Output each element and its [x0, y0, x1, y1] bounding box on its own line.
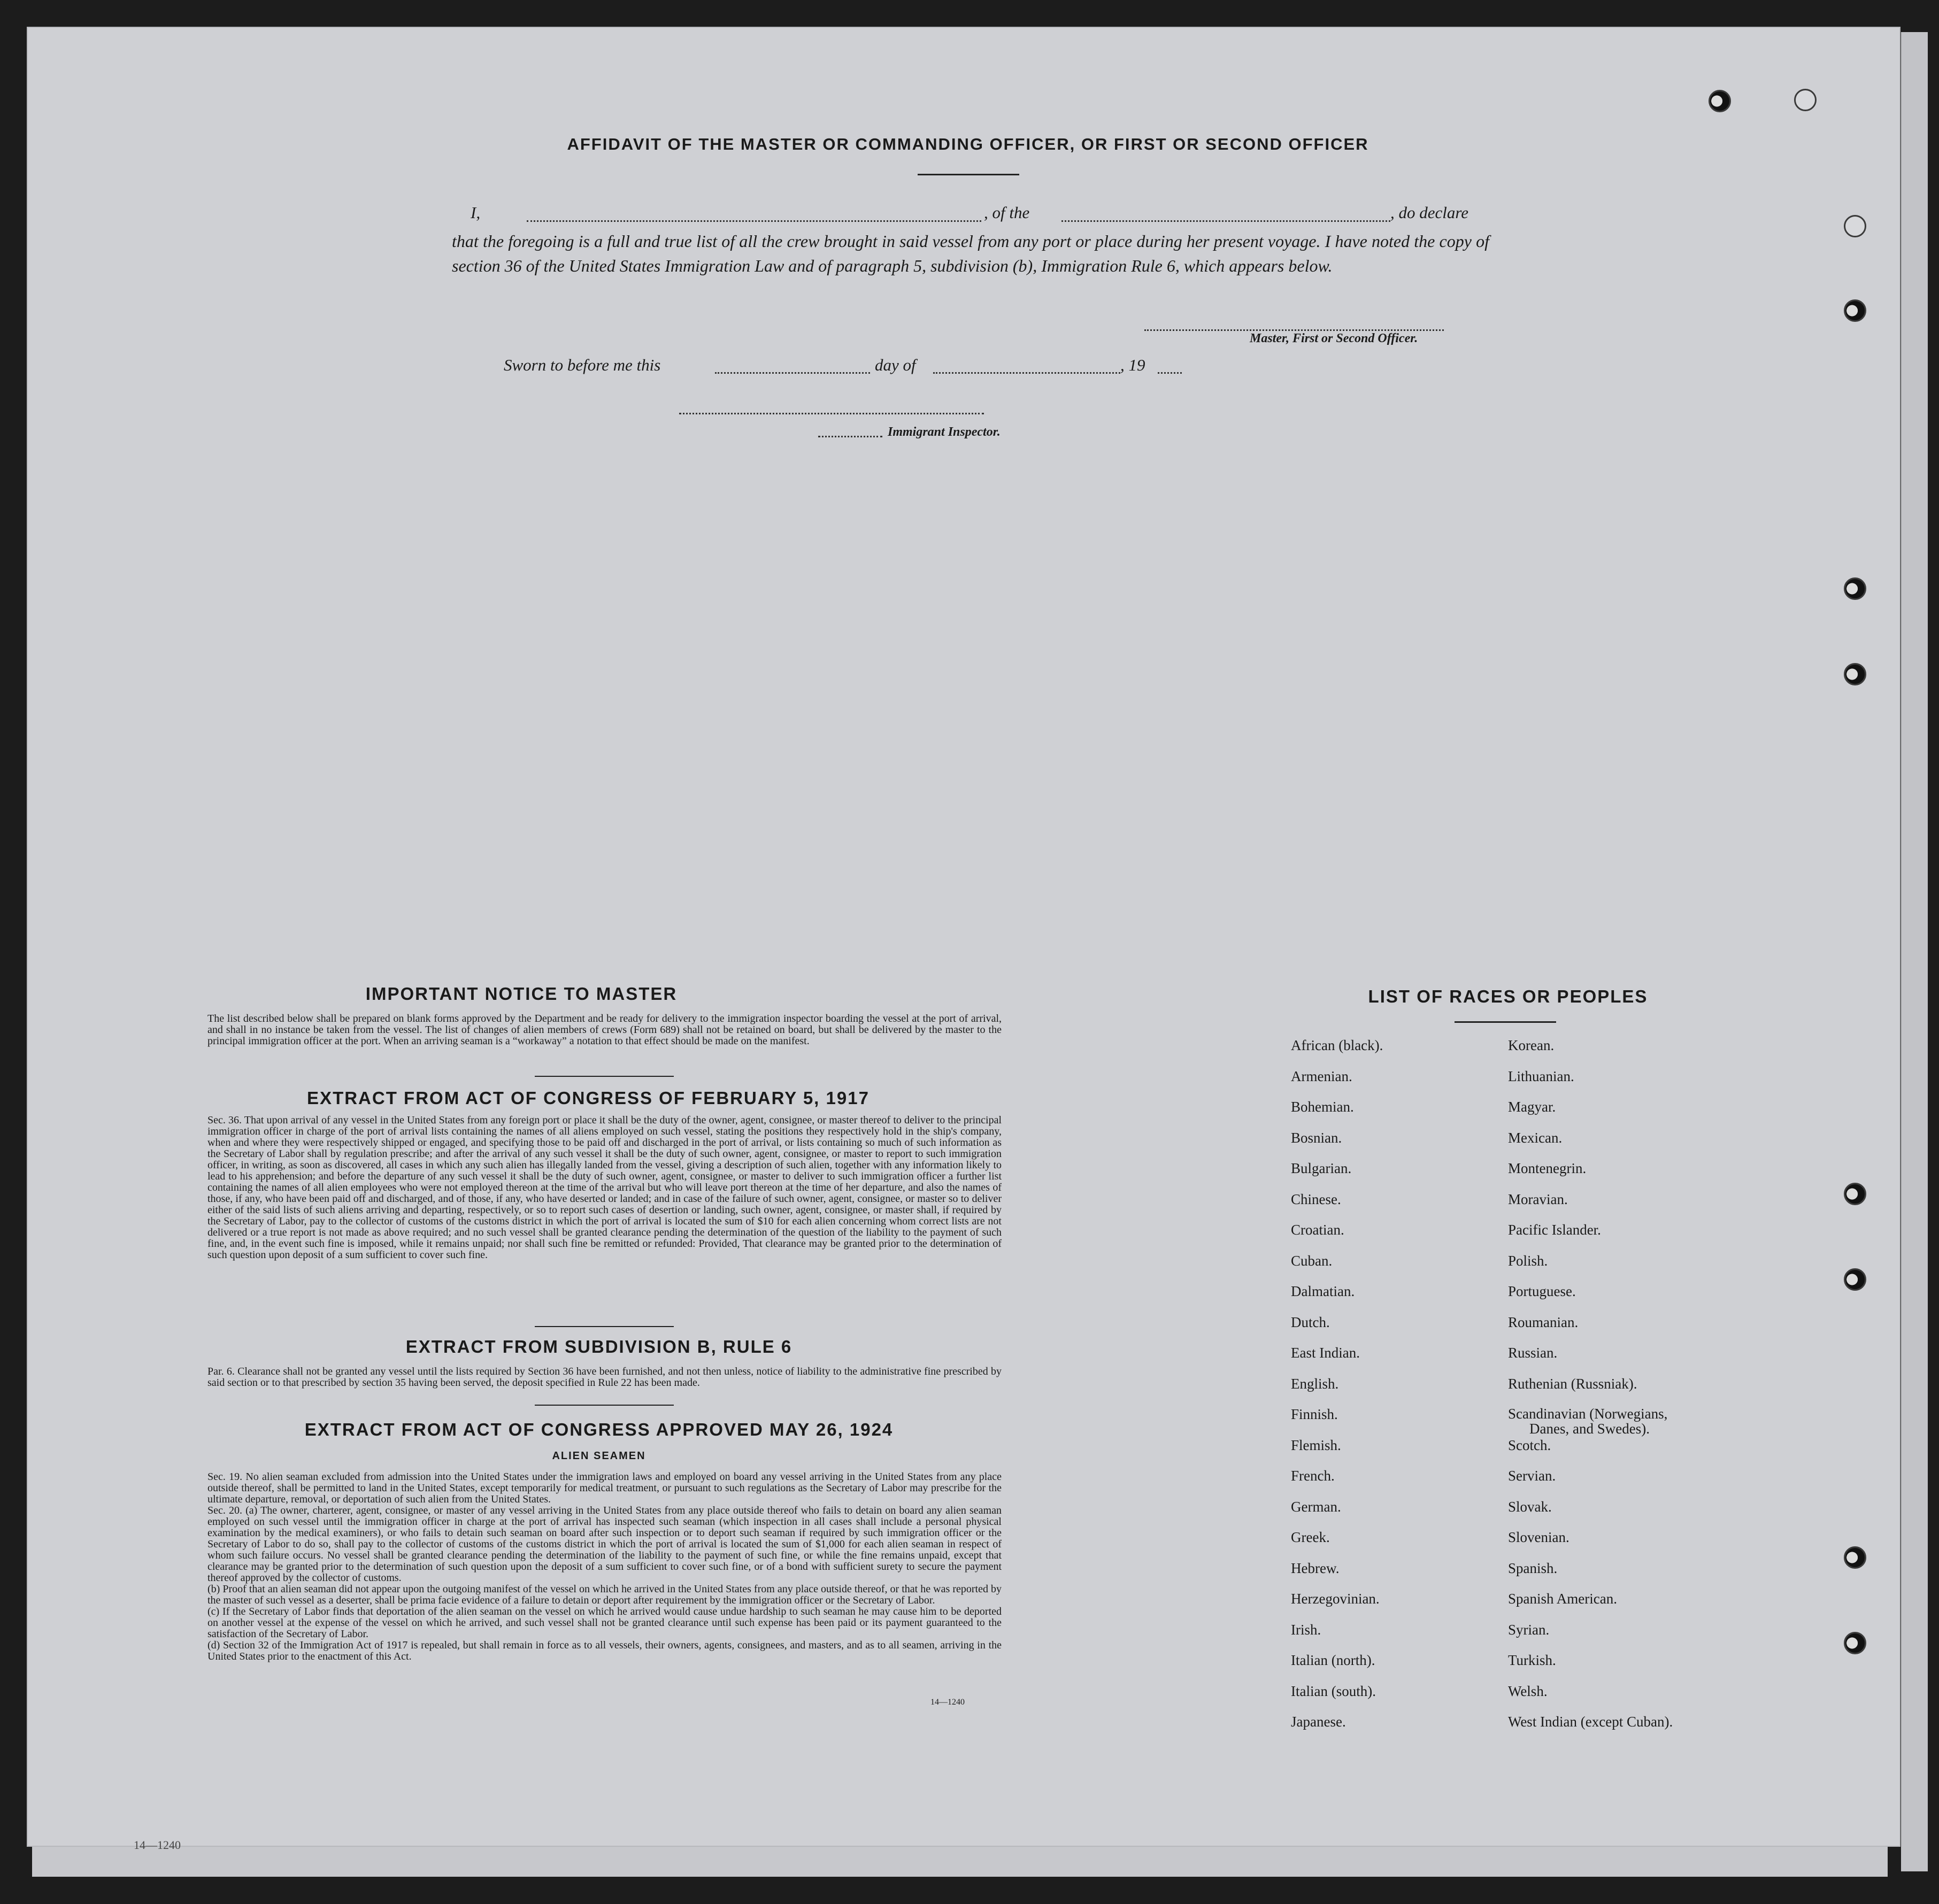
- extract-rule6-body: Par. 6. Clearance shall not be granted any vessel until the lists required by Section 36 have been furnished, and not then unless, notice of liability to the administrative fine prescribed by said section or to that prescribed by section 35 having been served, the deposit specified in Rule 22 has been made.: [207, 1366, 1002, 1389]
- affidavit-body: that the foregoing is a full and true list of all the crew brought in said vessel from any port or place during her present voyage. I have noted the copy of section 36 of the United States Immigration Law and of paragraph 5, subdivision (b), Immigration Rule 6, which appears below.: [452, 232, 1489, 275]
- race-item: Finnish.: [1291, 1406, 1338, 1422]
- affidavit-i: I,: [471, 203, 481, 222]
- notice-title: IMPORTANT NOTICE TO MASTER: [365, 984, 678, 1004]
- year-prefix-text: , 19: [1120, 356, 1145, 374]
- race-item: Dutch.: [1291, 1314, 1330, 1330]
- race-item: Chinese.: [1291, 1191, 1341, 1207]
- race-item: Slovenian.: [1508, 1529, 1569, 1545]
- race-item: Armenian.: [1291, 1068, 1352, 1084]
- notice-divider: [535, 1076, 674, 1077]
- race-item: Greek.: [1291, 1529, 1330, 1545]
- race-item: Polish.: [1508, 1252, 1548, 1269]
- race-item: Russian.: [1508, 1345, 1558, 1361]
- inspector-signature-line[interactable]: [679, 413, 984, 414]
- binder-hole-icon: [1844, 299, 1866, 322]
- title-underline: [918, 174, 1019, 175]
- race-item-line2: Danes, and Swedes).: [1529, 1421, 1650, 1437]
- race-item: Portuguese.: [1508, 1283, 1576, 1299]
- race-item: Mexican.: [1508, 1129, 1563, 1146]
- affidavit-of-the: , of the: [984, 203, 1030, 222]
- sec-20c: (c) If the Secretary of Labor finds that deportation of the alien seaman on the vessel on which he arrived would cause undue hardship to such seaman he may cause him to be deported on another vessel at the expense of the vessel on which he arrived, and such vessel shall not be granted clearance until such expense has been paid or its payment guaranteed to the satisfaction of the Secretary of Labor.: [207, 1606, 1002, 1640]
- master-signature-caption: Master, First or Second Officer.: [1250, 332, 1418, 345]
- right-edge-strip: [1901, 32, 1928, 1871]
- race-item: Pacific Islander.: [1508, 1222, 1601, 1238]
- race-item: Croatian.: [1291, 1222, 1344, 1238]
- race-item: Korean.: [1508, 1037, 1555, 1053]
- race-item: Bosnian.: [1291, 1129, 1342, 1146]
- binder-hole-icon: [1844, 215, 1866, 237]
- race-item: Irish.: [1291, 1621, 1321, 1638]
- race-item: West Indian (except Cuban).: [1508, 1714, 1673, 1730]
- race-item: English.: [1291, 1375, 1339, 1392]
- race-item: Magyar.: [1508, 1099, 1556, 1115]
- race-item: Montenegrin.: [1508, 1160, 1587, 1176]
- inspector-caption-leader: [818, 436, 882, 437]
- vessel-blank-field[interactable]: [1061, 220, 1390, 222]
- binder-hole-icon: [1844, 663, 1866, 685]
- race-item: Lithuanian.: [1508, 1068, 1574, 1084]
- extract-1917-body: Sec. 36. That upon arrival of any vessel in the United States from any foreign port or place it shall be the duty of the owner, agent, consignee, or master thereof to deliver to the principal immigration officer in charge of the port of arrival lists containing the names of all aliens employed on such vessel, stating the positions they respectively hold in the ship's company, when and where they were respectively shipped or engaged, and specifying those to be paid off and discharged in the port of arrival, or lists containing so much of such information as the Secretary of Labor shall by regulation prescribe; and after the arrival of any such vessel it shall be the duty of such owner, agent, consignee, or master to report to such immigration officer, in writing, as soon as discovered, all cases in which any such alien has illegally landed from the vessel, giving a description of such alien, together with any information likely to lead to his apprehension; and before the departure of any such vessel it shall be the duty of such owner, agent, consignee, or master to deliver to such immigration officer a further list containing the names of all alien employees who were not employed thereon at the time of the arrival but who will leave port thereon at the time of her departure, and also the names of those, if any, who have been paid off and discharged, and of those, if any, who have deserted or landed; and in case of the failure of such owner, agent, consignee, or master so to deliver either of the said lists of such aliens arriving and departing, respectively, or so to report such cases of desertion or landing, such owner, agent, consignee, or master shall, if required by the Secretary of Labor, pay to the collector of customs of the customs district in which the port of arrival is located the sum of $10 for each alien concerning whom correct lists are not delivered or a true report is not made as above required; and no such vessel shall be granted clearance pending the determination of the question of the liability to the payment of such fine, and, in the event such fine is imposed, while it remains unpaid; nor shall such fine be remitted or refunded: Provided, That clearance may be granted prior to the determination of such question upon deposit of a sum sufficient to cover such fine.: [207, 1114, 1002, 1261]
- race-item: Bohemian.: [1291, 1099, 1354, 1115]
- race-item: East Indian.: [1291, 1345, 1360, 1361]
- extract-1917-title: EXTRACT FROM ACT OF CONGRESS OF FEBRUARY 5, 1917: [307, 1088, 870, 1108]
- binder-hole-icon: [1844, 1268, 1866, 1291]
- extract-1924-subtitle: ALIEN SEAMEN: [552, 1450, 646, 1462]
- race-item: Syrian.: [1508, 1621, 1550, 1638]
- inspector-caption: Immigrant Inspector.: [888, 425, 1001, 439]
- binder-hole-icon: [1844, 1546, 1866, 1569]
- race-item: Turkish.: [1508, 1652, 1556, 1668]
- name-blank-field[interactable]: [527, 220, 981, 222]
- race-item: [1508, 1406, 1673, 1437]
- races-left-column: [1291, 1037, 1383, 1745]
- extract-1924-title: EXTRACT FROM ACT OF CONGRESS APPROVED MAY 26, 1924: [304, 1420, 894, 1439]
- binder-hole-icon: [1844, 1183, 1866, 1205]
- binder-hole-icon: [1844, 577, 1866, 600]
- race-item: Slovak.: [1508, 1498, 1552, 1515]
- binder-hole-icon: [1844, 1632, 1866, 1654]
- sworn-year-field[interactable]: [1158, 372, 1182, 374]
- sec-20a: Sec. 20. (a) The owner, charterer, agent, consignee, or master of any vessel arriving in the United States from any place outside thereof who fails to detain on board any alien seaman employed on such vessel until the immigration officer in charge at the port of arrival has inspected such seaman (which inspection in all cases shall include a personal physical examination by the medical examiners), or who fails to detain such seaman on board after such inspection or to deport such seaman if required by such immigration officer or the Secretary of Labor to do so, shall pay to the collector of customs of the customs district in which the port of arrival is located the sum of $1,000 for each alien seaman in respect of whom such failure occurs. No vessel shall be granted clearance pending the determination of the liability to the payment of such fine, or while the fine remains unpaid, except that clearance may be granted prior to the determination of such question upon the deposit of a sum sufficient to cover such fine, or of a bond with sufficient surety to secure the payment thereof approved by the collector of customs.: [207, 1505, 1002, 1584]
- race-item: Servian.: [1508, 1468, 1556, 1484]
- race-item: Dalmatian.: [1291, 1283, 1355, 1299]
- binder-hole-icon: [1709, 90, 1731, 112]
- race-item: Spanish American.: [1508, 1591, 1617, 1607]
- notice-body: The list described below shall be prepared on blank forms approved by the Department and be ready for delivery to the immigration inspector boarding the vessel at the port of arrival, and shall in no instance be taken from the vessel. The list of changes of alien members of crews (Form 689) shall not be retained on board, but shall be delivered by the master to the principal immigration officer at the port. When an arriving seaman is a “workaway” a notation to that effect should be made on the manifest.: [207, 1013, 1002, 1047]
- race-item: Flemish.: [1291, 1437, 1341, 1453]
- sec-20d: (d) Section 32 of the Immigration Act of 1917 is repealed, but shall remain in force as to all vessels, their owners, agents, consignees, and masters, and as to all seamen, arriving in the United States prior to the enactment of this Act.: [207, 1639, 1002, 1662]
- race-item: Moravian.: [1508, 1191, 1568, 1207]
- race-item: Bulgarian.: [1291, 1160, 1352, 1176]
- races-right-column: [1508, 1037, 1673, 1745]
- race-item: German.: [1291, 1498, 1341, 1515]
- race-item: Welsh.: [1508, 1683, 1548, 1699]
- extract-1917-divider: [535, 1326, 674, 1327]
- extract-rule6-divider: [535, 1405, 674, 1406]
- binder-hole-icon: [1794, 89, 1817, 111]
- race-item: Herzegovinian.: [1291, 1591, 1380, 1607]
- sec-20b: (b) Proof that an alien seaman did not appear upon the outgoing manifest of the vessel on which he arrived in the United States from any place outside thereof, or that he was reported by the master of such vessel as a deserter, shall be prima facie evidence of a failure to detain or deport after requirement by the immigration officer or the Secretary of Labor.: [207, 1583, 1002, 1606]
- sec-19: Sec. 19. No alien seaman excluded from admission into the United States under the immigration laws and employed on board any vessel arriving in the United States from any place outside thereof, shall be permitted to land in the United States, except temporarily for medical treatment, or pursuant to such regulations as the Secretary of Labor may prescribe for the ultimate departure, removal, or deportation of such alien from the United States.: [207, 1471, 1002, 1505]
- race-item: Spanish.: [1508, 1560, 1558, 1576]
- race-item: Italian (south).: [1291, 1683, 1376, 1699]
- race-item: Italian (north).: [1291, 1652, 1375, 1668]
- extract-rule6-title: EXTRACT FROM SUBDIVISION B, RULE 6: [405, 1337, 792, 1356]
- day-of-text: day of: [875, 356, 916, 374]
- sworn-month-field[interactable]: [933, 372, 1120, 374]
- race-item: Japanese.: [1291, 1714, 1346, 1730]
- affidavit-title: AFFIDAVIT OF THE MASTER OR COMMANDING OFFICER, OR FIRST OR SECOND OFFICER: [567, 135, 1369, 153]
- race-item: Roumanian.: [1508, 1314, 1579, 1330]
- race-item: Scotch.: [1508, 1437, 1551, 1453]
- sworn-text: Sworn to before me this: [504, 356, 661, 374]
- race-item-line1: Scandinavian (Norwegians,: [1508, 1406, 1668, 1422]
- race-item: Cuban.: [1291, 1252, 1333, 1269]
- race-item: African (black).: [1291, 1037, 1383, 1053]
- extract-1924-body: [207, 1471, 1002, 1662]
- race-item: Ruthenian (Russniak).: [1508, 1375, 1637, 1392]
- sworn-day-field[interactable]: [715, 372, 870, 374]
- affidavit-do-declare: , do declare: [1390, 203, 1469, 222]
- form-code: 14—1240: [930, 1698, 965, 1707]
- master-signature-line[interactable]: [1144, 329, 1444, 331]
- footer-form-code: 14—1240: [134, 1838, 181, 1852]
- race-item: Hebrew.: [1291, 1560, 1340, 1576]
- races-title: LIST OF RACES OR PEOPLES: [1368, 986, 1648, 1006]
- races-title-underline: [1455, 1021, 1556, 1023]
- race-item: French.: [1291, 1468, 1335, 1484]
